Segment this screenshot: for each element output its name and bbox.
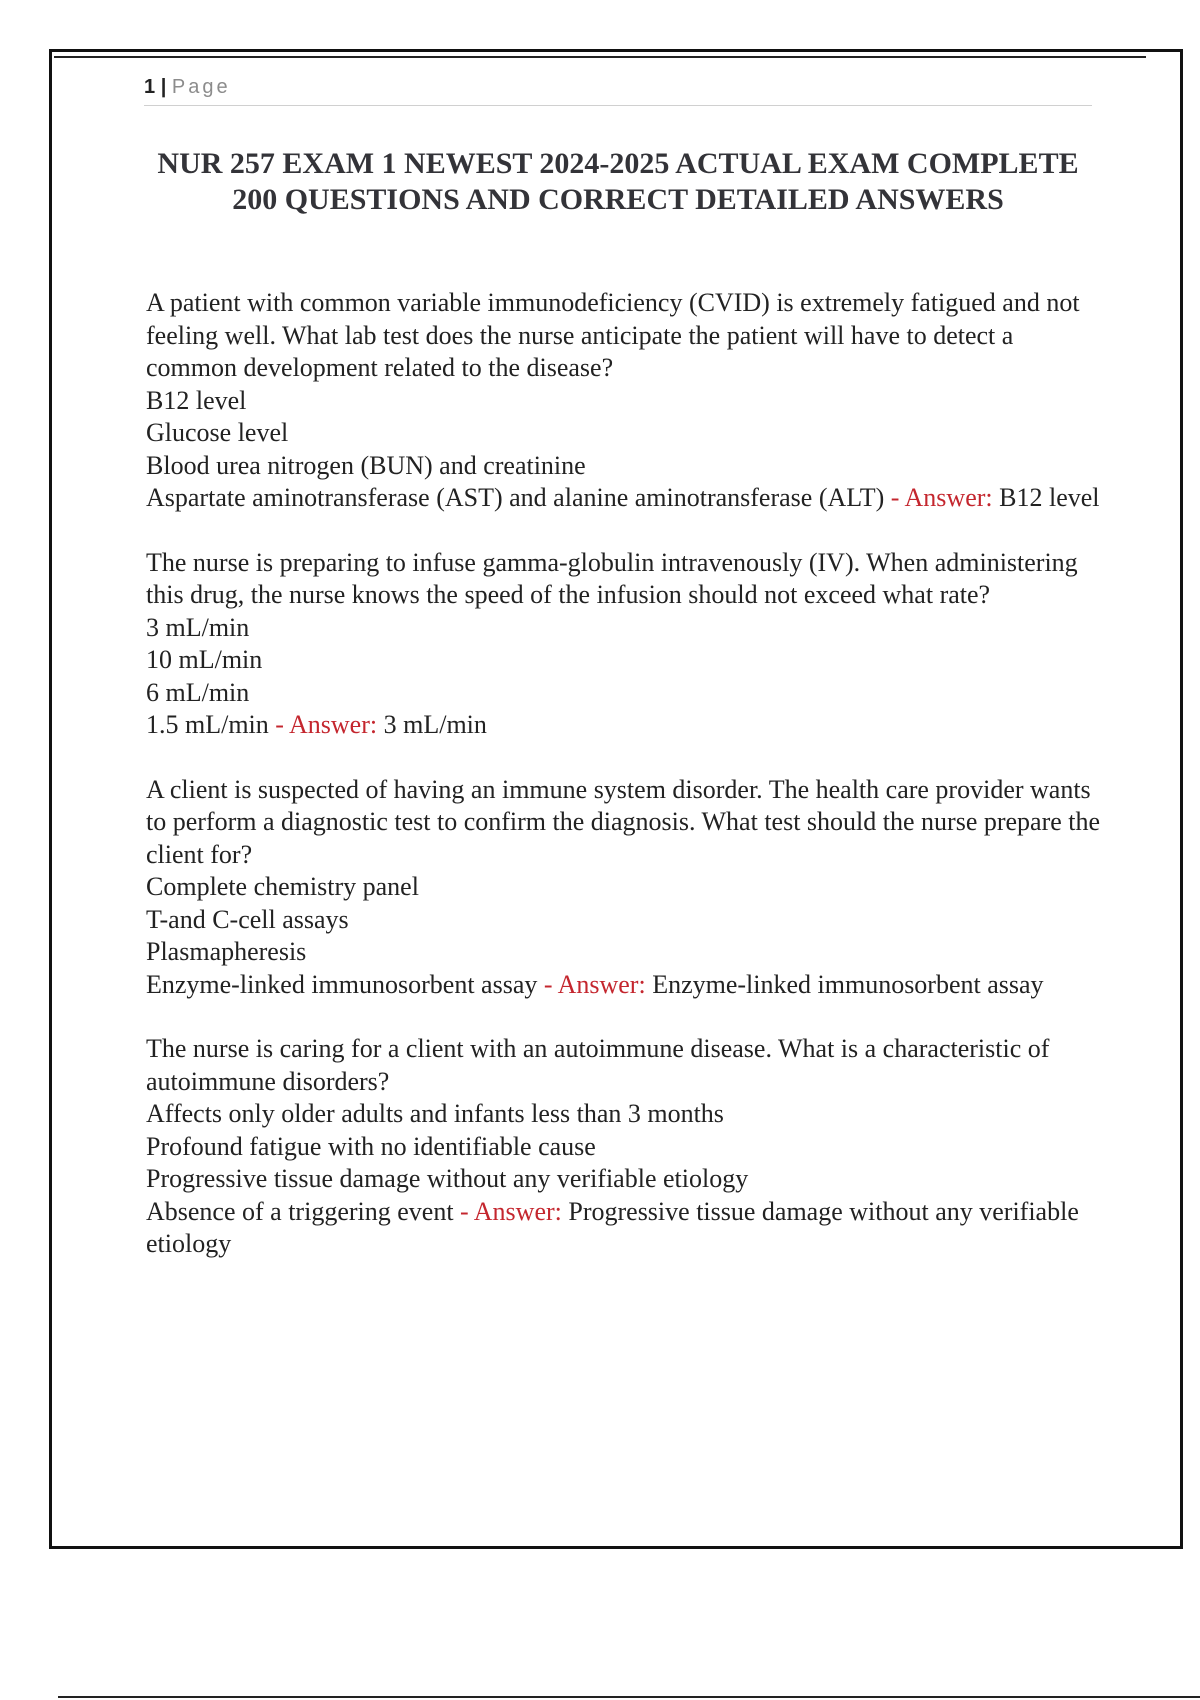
question-block [146, 1033, 1106, 1261]
option-last [146, 969, 1106, 1002]
answer-label: - Answer: [890, 483, 993, 512]
options-list [146, 385, 1106, 515]
option-text: Aspartate aminotransferase (AST) and alanine aminotransferase (ALT) [146, 483, 885, 512]
option-last [146, 1196, 1106, 1261]
document-title: NUR 257 EXAM 1 NEWEST 2024-2025 ACTUAL EXAM COMPLETE 200 QUESTIONS AND CORRECT DETAILED ANSWERS [157, 147, 1079, 216]
options-list [146, 871, 1106, 1001]
option: Glucose level [146, 418, 289, 447]
option-last [146, 482, 1106, 515]
option: 10 mL/min [146, 645, 263, 674]
question-text: The nurse is caring for a client with an autoimmune disease. What is a characteristic of autoimmune disorders? [146, 1034, 1050, 1096]
answer-text: 3 mL/min [383, 710, 487, 739]
option: Affects only older adults and infants less than 3 months [146, 1099, 724, 1128]
page-header [144, 74, 1092, 106]
option: Complete chemistry panel [146, 872, 419, 901]
question-block [146, 287, 1106, 515]
option-last [146, 709, 1106, 742]
page-separator: | [160, 76, 167, 98]
option: T-and C-cell assays [146, 904, 349, 934]
answer-text: Enzyme-linked immunosorbent assay [652, 969, 1044, 999]
bottom-rule [58, 1696, 1200, 1698]
answer-label: - Answer: [543, 969, 646, 999]
question-block [146, 547, 1106, 742]
option: 3 mL/min [146, 612, 250, 642]
option: Progressive tissue damage without any verifiable etiology [146, 1164, 749, 1193]
option: Blood urea nitrogen (BUN) and creatinine [146, 450, 586, 480]
question-block [146, 774, 1106, 1002]
option-text: Enzyme-linked immunosorbent assay [146, 969, 538, 999]
options-list [146, 612, 1106, 742]
page-number: 1 [144, 76, 156, 98]
option-text: 1.5 mL/min [146, 710, 269, 739]
option: B12 level [146, 385, 247, 415]
options-list [146, 1098, 1106, 1261]
question-text: A client is suspected of having an immune system disorder. The health care provider wants to perform a diagnostic test to confirm the diagnosis. What test should the nurse prepare the client for? [146, 774, 1101, 869]
option: Profound fatigue with no identifiable cause [146, 1131, 596, 1161]
answer-text: B12 level [999, 483, 1100, 512]
option: 6 mL/min [146, 677, 250, 707]
answer-text: Progressive tissue damage without any verifiable etiology [146, 1196, 1079, 1258]
option-text: Absence of a triggering event [146, 1196, 454, 1226]
answer-label: - Answer: [460, 1196, 562, 1226]
question-text: A patient with common variable immunodeficiency (CVID) is extremely fatigued and not feeling well. What lab test does the nurse anticipate the patient will have to detect a common development related to the disease? [146, 288, 1080, 382]
question-text: The nurse is preparing to infuse gamma-globulin intravenously (IV). When administering this drug, the nurse knows the speed of the infusion should not exceed what rate? [146, 547, 1078, 609]
option: Plasmapheresis [146, 937, 307, 966]
questions-list [146, 287, 1106, 1293]
answer-label: - Answer: [275, 710, 378, 739]
top-rule [54, 56, 1146, 58]
page-label: Page [171, 76, 231, 98]
